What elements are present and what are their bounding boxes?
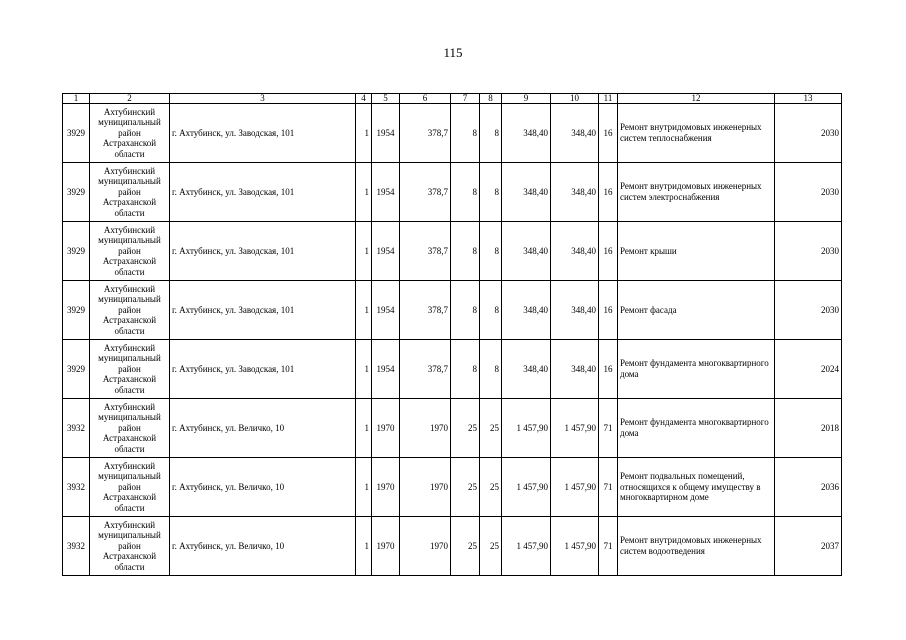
- page-number: 115: [443, 45, 463, 60]
- year-cell: 1954: [372, 104, 400, 163]
- column-10-cell: 348,40: [551, 163, 599, 222]
- work-type-cell: Ремонт фасада: [618, 281, 775, 340]
- column-11-cell: 16: [599, 281, 618, 340]
- column-7-cell: 8: [451, 222, 480, 281]
- table-row: [63, 458, 842, 517]
- table-row: [63, 399, 842, 458]
- column-header: 1: [63, 94, 90, 104]
- row-id-cell: 3932: [63, 517, 90, 576]
- column-8-cell: 8: [480, 104, 502, 163]
- work-type-cell: Ремонт фундамента многоквартирного дома: [618, 399, 775, 458]
- work-type-cell: Ремонт внутридомовых инженерных систем водоотведения: [618, 517, 775, 576]
- address-cell: г. Ахтубинск, ул. Величко, 10: [170, 517, 356, 576]
- column-header: 12: [618, 94, 775, 104]
- row-id-cell: 3929: [63, 163, 90, 222]
- table-row: [63, 222, 842, 281]
- column-9-cell: 348,40: [502, 104, 551, 163]
- column-6-cell: 1970: [400, 458, 451, 517]
- table-row: [63, 281, 842, 340]
- column-8-cell: 25: [480, 458, 502, 517]
- column-9-cell: 348,40: [502, 281, 551, 340]
- table-row: [63, 517, 842, 576]
- column-header: 9: [502, 94, 551, 104]
- column-7-cell: 8: [451, 163, 480, 222]
- table-row: [63, 340, 842, 399]
- column-9-cell: 1 457,90: [502, 399, 551, 458]
- column-header: 6: [400, 94, 451, 104]
- column-4-cell: 1: [356, 399, 372, 458]
- column-8-cell: 25: [480, 517, 502, 576]
- district-cell: Ахтубинский муниципальный район Астраханской области: [90, 517, 170, 576]
- plan-year-cell: 2037: [775, 517, 842, 576]
- address-cell: г. Ахтубинск, ул. Заводская, 101: [170, 340, 356, 399]
- column-4-cell: 1: [356, 104, 372, 163]
- column-9-cell: 1 457,90: [502, 517, 551, 576]
- address-cell: г. Ахтубинск, ул. Величко, 10: [170, 399, 356, 458]
- column-7-cell: 25: [451, 517, 480, 576]
- column-10-cell: 348,40: [551, 222, 599, 281]
- column-4-cell: 1: [356, 222, 372, 281]
- column-6-cell: 378,7: [400, 222, 451, 281]
- plan-year-cell: 2024: [775, 340, 842, 399]
- work-type-cell: Ремонт внутридомовых инженерных систем электроснабжения: [618, 163, 775, 222]
- district-cell: Ахтубинский муниципальный район Астраханской области: [90, 104, 170, 163]
- column-10-cell: 1 457,90: [551, 458, 599, 517]
- column-11-cell: 16: [599, 222, 618, 281]
- column-10-cell: 348,40: [551, 281, 599, 340]
- district-cell: Ахтубинский муниципальный район Астраханской области: [90, 399, 170, 458]
- work-type-cell: Ремонт подвальных помещений, относящихся к общему имуществу в многоквартирном доме: [618, 458, 775, 517]
- table-row: [63, 104, 842, 163]
- column-header: 8: [480, 94, 502, 104]
- row-id-cell: 3929: [63, 281, 90, 340]
- column-11-cell: 71: [599, 517, 618, 576]
- plan-year-cell: 2030: [775, 222, 842, 281]
- column-9-cell: 348,40: [502, 340, 551, 399]
- column-header: 10: [551, 94, 599, 104]
- year-cell: 1954: [372, 340, 400, 399]
- address-cell: г. Ахтубинск, ул. Величко, 10: [170, 458, 356, 517]
- column-header: 4: [356, 94, 372, 104]
- column-9-cell: 348,40: [502, 163, 551, 222]
- column-4-cell: 1: [356, 340, 372, 399]
- column-header: 2: [90, 94, 170, 104]
- district-cell: Ахтубинский муниципальный район Астраханской области: [90, 222, 170, 281]
- row-id-cell: 3929: [63, 222, 90, 281]
- column-header: 11: [599, 94, 618, 104]
- column-6-cell: 378,7: [400, 104, 451, 163]
- district-cell: Ахтубинский муниципальный район Астраханской области: [90, 163, 170, 222]
- column-8-cell: 8: [480, 281, 502, 340]
- year-cell: 1970: [372, 458, 400, 517]
- column-10-cell: 348,40: [551, 340, 599, 399]
- plan-year-cell: 2030: [775, 104, 842, 163]
- column-6-cell: 378,7: [400, 340, 451, 399]
- column-header: 7: [451, 94, 480, 104]
- column-8-cell: 8: [480, 163, 502, 222]
- year-cell: 1970: [372, 399, 400, 458]
- column-7-cell: 25: [451, 399, 480, 458]
- year-cell: 1954: [372, 163, 400, 222]
- work-type-cell: Ремонт внутридомовых инженерных систем теплоснабжения: [618, 104, 775, 163]
- column-7-cell: 8: [451, 281, 480, 340]
- column-11-cell: 16: [599, 163, 618, 222]
- column-4-cell: 1: [356, 163, 372, 222]
- table-body: [63, 94, 842, 576]
- column-10-cell: 1 457,90: [551, 399, 599, 458]
- plan-year-cell: 2030: [775, 281, 842, 340]
- column-header: 13: [775, 94, 842, 104]
- column-7-cell: 25: [451, 458, 480, 517]
- column-9-cell: 348,40: [502, 222, 551, 281]
- column-6-cell: 1970: [400, 399, 451, 458]
- column-header: 5: [372, 94, 400, 104]
- district-cell: Ахтубинский муниципальный район Астраханской области: [90, 340, 170, 399]
- district-cell: Ахтубинский муниципальный район Астраханской области: [90, 458, 170, 517]
- work-type-cell: Ремонт крыши: [618, 222, 775, 281]
- address-cell: г. Ахтубинск, ул. Заводская, 101: [170, 163, 356, 222]
- row-id-cell: 3929: [63, 340, 90, 399]
- column-11-cell: 71: [599, 458, 618, 517]
- registry-table: [62, 93, 842, 576]
- column-4-cell: 1: [356, 458, 372, 517]
- work-type-cell: Ремонт фундамента многоквартирного дома: [618, 340, 775, 399]
- table-row: [63, 163, 842, 222]
- column-number-row: [63, 94, 842, 104]
- column-4-cell: 1: [356, 517, 372, 576]
- column-header: 3: [170, 94, 356, 104]
- column-7-cell: 8: [451, 340, 480, 399]
- column-9-cell: 1 457,90: [502, 458, 551, 517]
- address-cell: г. Ахтубинск, ул. Заводская, 101: [170, 104, 356, 163]
- year-cell: 1954: [372, 222, 400, 281]
- column-10-cell: 348,40: [551, 104, 599, 163]
- column-7-cell: 8: [451, 104, 480, 163]
- column-10-cell: 1 457,90: [551, 517, 599, 576]
- column-4-cell: 1: [356, 281, 372, 340]
- column-6-cell: 378,7: [400, 281, 451, 340]
- column-11-cell: 16: [599, 340, 618, 399]
- plan-year-cell: 2036: [775, 458, 842, 517]
- column-6-cell: 378,7: [400, 163, 451, 222]
- year-cell: 1954: [372, 281, 400, 340]
- column-8-cell: 8: [480, 340, 502, 399]
- plan-year-cell: 2030: [775, 163, 842, 222]
- year-cell: 1970: [372, 517, 400, 576]
- row-id-cell: 3929: [63, 104, 90, 163]
- column-11-cell: 71: [599, 399, 618, 458]
- row-id-cell: 3932: [63, 399, 90, 458]
- column-11-cell: 16: [599, 104, 618, 163]
- column-8-cell: 25: [480, 399, 502, 458]
- column-8-cell: 8: [480, 222, 502, 281]
- address-cell: г. Ахтубинск, ул. Заводская, 101: [170, 222, 356, 281]
- row-id-cell: 3932: [63, 458, 90, 517]
- column-6-cell: 1970: [400, 517, 451, 576]
- district-cell: Ахтубинский муниципальный район Астраханской области: [90, 281, 170, 340]
- plan-year-cell: 2018: [775, 399, 842, 458]
- address-cell: г. Ахтубинск, ул. Заводская, 101: [170, 281, 356, 340]
